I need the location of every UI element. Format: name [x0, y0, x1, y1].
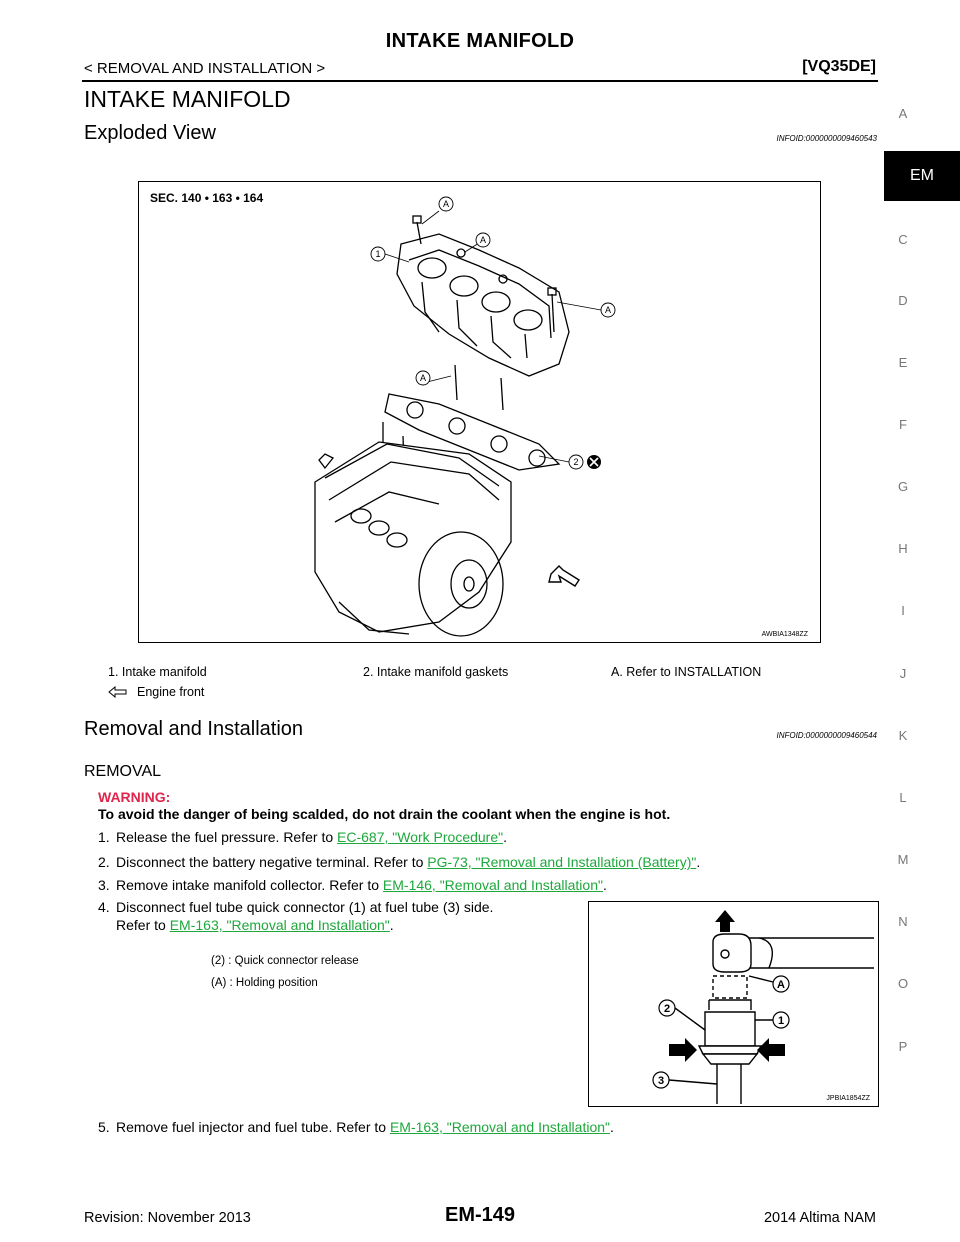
- legend-item-a: A. Refer to INSTALLATION: [611, 665, 762, 679]
- engine-front-arrow-icon: [549, 566, 579, 586]
- figure-id: AWBIA1348ZZ: [761, 631, 808, 638]
- callout-2-label: 2: [663, 1003, 671, 1015]
- footer-revision: Revision: November 2013: [84, 1210, 251, 1226]
- step-end: .: [602, 877, 607, 893]
- callout-a-3-label: A: [604, 305, 612, 315]
- step-end: .: [389, 917, 394, 933]
- page-header-title: INTAKE MANIFOLD: [385, 30, 575, 52]
- step-text: Remove fuel injector and fuel tube. Refer to: [116, 1119, 390, 1135]
- step-2: [98, 854, 700, 870]
- legend-engine-front: Engine front: [137, 685, 205, 699]
- step-text: Disconnect the battery negative terminal. Refer to: [116, 854, 428, 870]
- caption-quick-connector: (2) : Quick connector release: [211, 955, 359, 967]
- page-title: INTAKE MANIFOLD: [84, 86, 291, 112]
- side-tab-k[interactable]: K: [898, 728, 908, 743]
- side-tab-j[interactable]: J: [899, 666, 907, 681]
- callout-1-label: 1: [777, 1015, 785, 1027]
- step-number: 4.: [98, 899, 110, 915]
- step-number: 5.: [98, 1119, 110, 1135]
- step-1-link[interactable]: EC-687, "Work Procedure": [337, 829, 504, 845]
- callout-a-2-label: A: [479, 235, 487, 245]
- warning-label: WARNING:: [98, 789, 171, 805]
- step-5-link[interactable]: EM-163, "Removal and Installation": [389, 1119, 610, 1135]
- step-4: [98, 899, 578, 915]
- callout-a-4-label: A: [419, 373, 427, 383]
- engine-code: [VQ35DE]: [802, 58, 876, 75]
- side-tab-c[interactable]: C: [898, 232, 908, 247]
- step-end: .: [610, 1119, 614, 1135]
- step-end: .: [503, 829, 507, 845]
- legend-item-2: 2. Intake manifold gaskets: [363, 665, 509, 679]
- breadcrumb: < REMOVAL AND INSTALLATION >: [84, 60, 326, 77]
- side-tab-o[interactable]: O: [897, 976, 909, 991]
- figure-id-2: JPBIA1854ZZ: [826, 1095, 870, 1102]
- footer-page-number: EM-149: [444, 1204, 516, 1226]
- step-4-cont: [116, 917, 394, 933]
- header-rule: [82, 80, 878, 82]
- side-tab-d[interactable]: D: [898, 293, 908, 308]
- quick-connector-figure: [588, 901, 879, 1107]
- left-arrow-icon: [757, 1038, 785, 1062]
- step-4-link[interactable]: EM-163, "Removal and Installation": [169, 917, 390, 933]
- caption-holding-position: (A) : Holding position: [211, 977, 318, 989]
- side-tab-n[interactable]: N: [898, 914, 908, 929]
- step-3: [98, 877, 607, 893]
- side-tab-p[interactable]: P: [898, 1039, 908, 1054]
- up-arrow-icon: [715, 910, 735, 932]
- step-number: 3.: [98, 877, 110, 893]
- engine-front-icon: [108, 686, 128, 698]
- step-number: 2.: [98, 854, 110, 870]
- step-text: Release the fuel pressure. Refer to: [116, 829, 338, 845]
- step-text: Disconnect fuel tube quick connector (1) at fuel tube (3) side.: [116, 899, 494, 915]
- step-1: [98, 829, 507, 845]
- side-tab-g[interactable]: G: [897, 479, 909, 494]
- do-not-reuse-icon: [587, 455, 601, 469]
- section-heading-removal-installation: Removal and Installation: [84, 718, 304, 740]
- callout-2-label: 2: [573, 457, 579, 467]
- callout-a-label: A: [777, 979, 785, 991]
- quick-connector-drawing: [589, 902, 879, 1107]
- legend-item-1: 1. Intake manifold: [108, 665, 207, 679]
- info-id: INFOID:0000000009460543: [776, 134, 877, 143]
- side-tab-f[interactable]: F: [899, 417, 907, 432]
- step-text: Remove intake manifold collector. Refer to: [116, 877, 383, 893]
- callout-1-label: 1: [375, 249, 381, 259]
- removal-heading: REMOVAL: [84, 763, 162, 780]
- side-tab-l[interactable]: L: [899, 790, 907, 805]
- intake-manifold-drawing: [139, 182, 821, 643]
- step-5: [98, 1119, 614, 1135]
- side-tab-em-active[interactable]: EM: [884, 151, 960, 201]
- footer-model: 2014 Altima NAM: [763, 1210, 876, 1226]
- step-3-link[interactable]: EM-146, "Removal and Installation": [382, 877, 603, 893]
- step-end: .: [696, 854, 701, 870]
- figure-section-ref: SEC. 140 • 163 • 164: [150, 191, 264, 205]
- step-number: 1.: [98, 829, 110, 845]
- side-tab-e[interactable]: E: [898, 355, 908, 370]
- callout-a-1-label: A: [442, 199, 450, 209]
- step-text: Refer to: [116, 917, 170, 933]
- step-2-link[interactable]: PG-73, "Removal and Installation (Battery)": [427, 854, 697, 870]
- info-id-2: INFOID:0000000009460544: [776, 731, 877, 740]
- warning-text: To avoid the danger of being scalded, do not drain the coolant when the engine is hot.: [98, 806, 671, 822]
- exploded-view-figure: [138, 181, 821, 643]
- side-tab-i[interactable]: I: [901, 603, 905, 618]
- callout-3-label: 3: [657, 1075, 665, 1087]
- side-tab-h[interactable]: H: [898, 541, 908, 556]
- side-tab-a[interactable]: A: [898, 106, 908, 121]
- right-arrow-icon: [669, 1038, 697, 1062]
- section-heading-exploded-view: Exploded View: [84, 122, 216, 144]
- side-tab-m[interactable]: M: [897, 852, 909, 867]
